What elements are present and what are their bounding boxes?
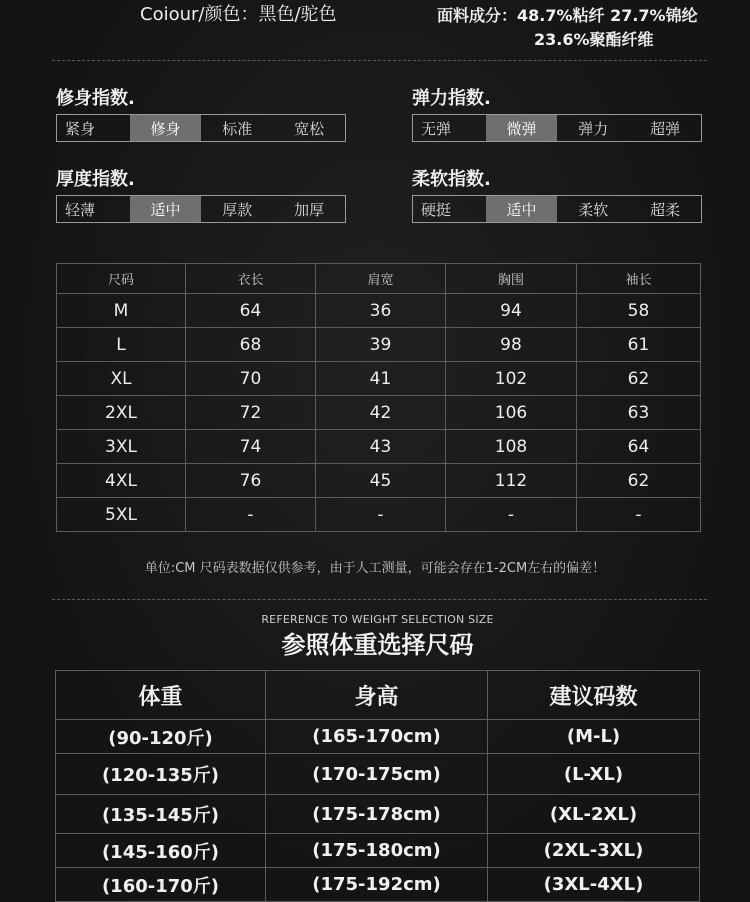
table-cell: 112 — [446, 464, 577, 498]
table-cell: (2XL-3XL) — [488, 834, 700, 868]
header-cell: 建议码数 — [488, 671, 700, 720]
divider — [52, 599, 707, 600]
scale-option-selected: 适中 — [130, 196, 202, 222]
measurement-note: 单位:CM 尺码表数据仅供参考，由于人工测量，可能会存在1-2CM左右的偏差！ — [144, 561, 606, 576]
table-cell: 36 — [316, 294, 446, 328]
weight-table — [55, 670, 700, 902]
table-cell: - — [186, 498, 316, 532]
table-cell: M — [57, 294, 186, 328]
header-cell: 肩宽 — [316, 264, 446, 294]
scale-option: 超柔 — [650, 200, 681, 219]
header-cell: 身高 — [266, 671, 488, 720]
table-cell: (160-170斤) — [56, 868, 266, 902]
table-cell: 94 — [446, 294, 577, 328]
table-cell: L — [57, 328, 186, 362]
table-row — [57, 362, 701, 396]
scale-option-selected: 修身 — [130, 115, 202, 141]
table-cell: 58 — [577, 294, 701, 328]
stretch-index-title: 弹力指数. — [412, 88, 491, 109]
scale-option: 无弹 — [421, 119, 452, 138]
scale-option: 厚款 — [222, 200, 253, 219]
header-cell: 胸围 — [446, 264, 577, 294]
scale-option: 加厚 — [294, 200, 325, 219]
table-cell: 4XL — [57, 464, 186, 498]
softness-index-title: 柔软指数. — [412, 169, 491, 190]
table-cell: (120-135斤) — [56, 754, 266, 795]
size-table-header — [57, 264, 701, 294]
table-cell: 61 — [577, 328, 701, 362]
scale-option-selected: 适中 — [486, 196, 558, 222]
table-row — [56, 795, 700, 834]
table-cell: 74 — [186, 430, 316, 464]
table-cell: (175-178cm) — [266, 795, 488, 834]
table-row — [57, 464, 701, 498]
table-cell: 39 — [316, 328, 446, 362]
colour-info: Coiour/颜色：黑色/驼色 — [140, 4, 337, 25]
table-row — [57, 498, 701, 532]
fabric-line-1: 面料成分：48.7%粘纤 27.7%锦纶 — [437, 6, 698, 25]
table-cell: - — [316, 498, 446, 532]
table-cell: - — [577, 498, 701, 532]
table-cell: 68 — [186, 328, 316, 362]
header-cell: 体重 — [56, 671, 266, 720]
table-cell: 76 — [186, 464, 316, 498]
thickness-index-title: 厚度指数. — [56, 169, 135, 190]
header-cell: 尺码 — [57, 264, 186, 294]
table-cell: (90-120斤) — [56, 720, 266, 754]
table-cell: (175-192cm) — [266, 868, 488, 902]
table-row — [57, 396, 701, 430]
table-cell: (145-160斤) — [56, 834, 266, 868]
table-cell: (L-XL) — [488, 754, 700, 795]
table-cell: (175-180cm) — [266, 834, 488, 868]
fabric-info — [437, 4, 698, 52]
table-cell: 43 — [316, 430, 446, 464]
table-cell: (XL-2XL) — [488, 795, 700, 834]
table-cell: 72 — [186, 396, 316, 430]
table-cell: 102 — [446, 362, 577, 396]
stretch-index-scale — [412, 114, 702, 142]
table-cell: 70 — [186, 362, 316, 396]
table-row — [56, 868, 700, 902]
table-cell: - — [446, 498, 577, 532]
scale-option: 柔软 — [578, 200, 609, 219]
table-cell: 3XL — [57, 430, 186, 464]
table-cell: 42 — [316, 396, 446, 430]
table-row — [57, 294, 701, 328]
table-cell: 64 — [186, 294, 316, 328]
table-cell: (165-170cm) — [266, 720, 488, 754]
table-cell: 62 — [577, 362, 701, 396]
reference-title-en: REFERENCE TO WEIGHT SELECTION SIZE — [261, 613, 494, 626]
fabric-line-2: 23.6%聚酯纤维 — [534, 30, 654, 49]
fit-index-scale — [56, 114, 346, 142]
fit-index-title: 修身指数. — [56, 88, 135, 109]
table-cell: 64 — [577, 430, 701, 464]
table-row — [57, 430, 701, 464]
table-cell: 41 — [316, 362, 446, 396]
thickness-index-scale — [56, 195, 346, 223]
table-cell: 98 — [446, 328, 577, 362]
table-cell: XL — [57, 362, 186, 396]
softness-index-scale — [412, 195, 702, 223]
scale-option-selected: 微弹 — [486, 115, 558, 141]
table-cell: 2XL — [57, 396, 186, 430]
table-cell: 63 — [577, 396, 701, 430]
table-cell: (170-175cm) — [266, 754, 488, 795]
table-cell: 5XL — [57, 498, 186, 532]
table-cell: 62 — [577, 464, 701, 498]
header-cell: 衣长 — [186, 264, 316, 294]
table-row — [56, 834, 700, 868]
reference-title-cn: 参照体重选择尺码 — [281, 631, 474, 659]
header-cell: 袖长 — [577, 264, 701, 294]
table-cell: 45 — [316, 464, 446, 498]
scale-option: 标准 — [222, 119, 253, 138]
table-cell: (3XL-4XL) — [488, 868, 700, 902]
scale-option: 紧身 — [65, 119, 96, 138]
table-row — [56, 720, 700, 754]
scale-option: 弹力 — [578, 119, 609, 138]
table-cell: (135-145斤) — [56, 795, 266, 834]
size-table — [56, 263, 701, 532]
scale-option: 轻薄 — [65, 200, 96, 219]
table-cell: 106 — [446, 396, 577, 430]
table-row — [57, 328, 701, 362]
divider — [52, 60, 707, 61]
scale-option: 宽松 — [294, 119, 325, 138]
table-cell: (M-L) — [488, 720, 700, 754]
weight-table-header — [56, 671, 700, 720]
table-row — [56, 754, 700, 795]
scale-option: 硬挺 — [421, 200, 452, 219]
scale-option: 超弹 — [650, 119, 681, 138]
table-cell: 108 — [446, 430, 577, 464]
